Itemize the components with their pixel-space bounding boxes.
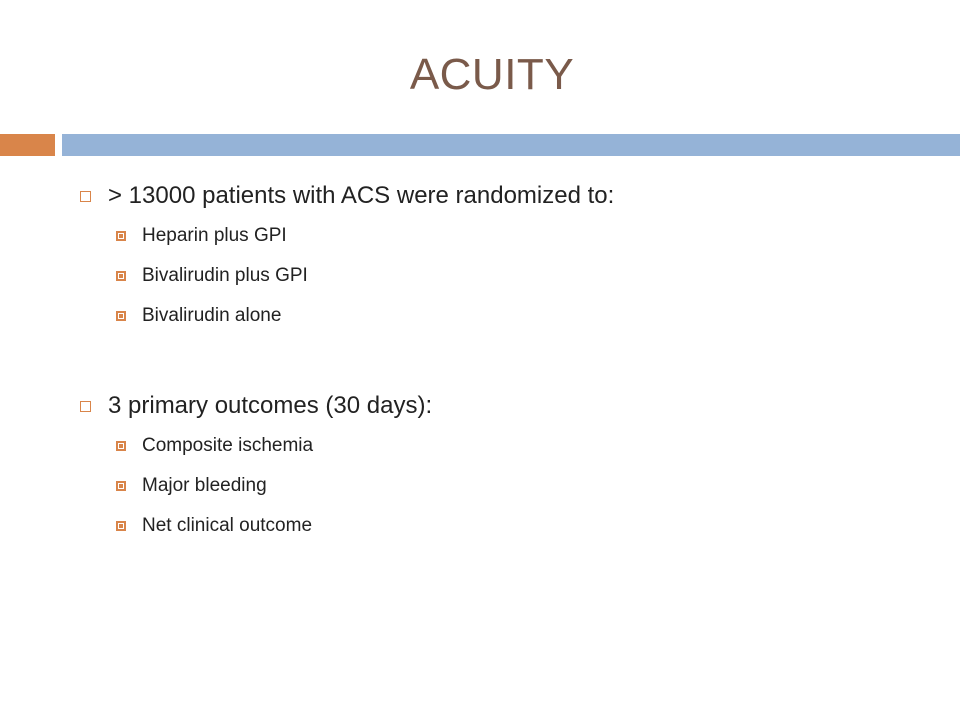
bullet-level2	[76, 426, 936, 466]
bullet-text: > 13000 patients with ACS were randomized to:	[108, 182, 615, 209]
bullet-level2	[76, 216, 936, 256]
bullet-level2	[76, 466, 936, 506]
filled-square-bullet-icon	[116, 271, 126, 281]
bullet-level2	[76, 506, 936, 546]
bullet-level2	[76, 296, 936, 336]
filled-square-bullet-icon	[116, 481, 126, 491]
bullet-text: Bivalirudin alone	[142, 305, 282, 326]
filled-square-bullet-icon	[116, 441, 126, 451]
bullet-level2	[76, 256, 936, 296]
title-rule-accent	[0, 134, 55, 156]
filled-square-bullet-icon	[116, 311, 126, 321]
bullet-text: Bivalirudin plus GPI	[142, 265, 308, 286]
slide-title: ACUITY	[409, 50, 575, 99]
bullet-text: Composite ischemia	[142, 435, 314, 456]
bullet-level1	[76, 386, 936, 426]
filled-square-bullet-icon	[116, 231, 126, 241]
bullet-section-design	[76, 176, 936, 336]
slide-body	[76, 176, 936, 546]
filled-square-bullet-icon	[116, 521, 126, 531]
bullet-level1	[76, 176, 936, 216]
hollow-square-bullet-icon	[80, 401, 91, 412]
bullet-text: Major bleeding	[142, 475, 267, 496]
title-rule-bar	[62, 134, 960, 156]
bullet-section-outcomes	[76, 386, 936, 546]
hollow-square-bullet-icon	[80, 191, 91, 202]
bullet-text: Heparin plus GPI	[142, 225, 287, 246]
bullet-text: Net clinical outcome	[142, 515, 313, 536]
bullet-text: 3 primary outcomes (30 days):	[108, 392, 433, 419]
